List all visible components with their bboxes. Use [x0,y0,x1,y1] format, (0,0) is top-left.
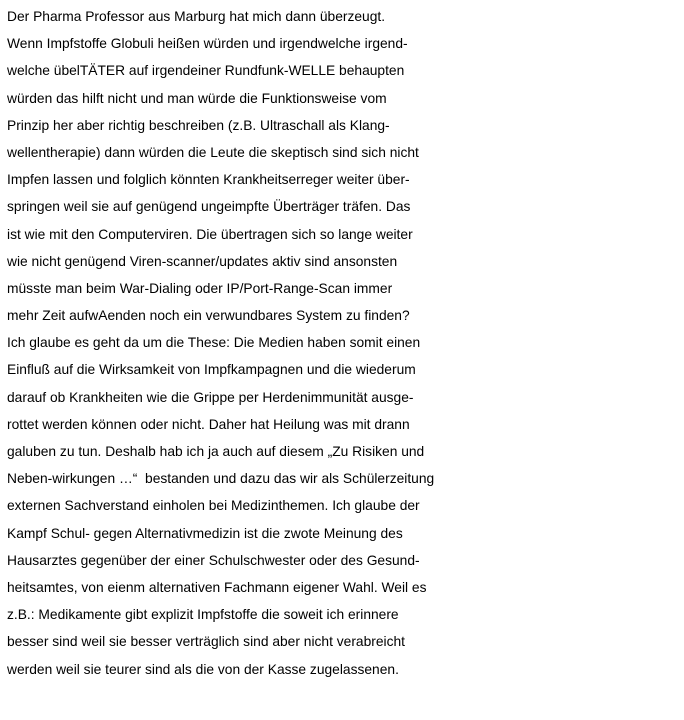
text-line-22: heitsamtes, von eienm alternativen Fachmann eigener Wahl. Weil es [7,579,427,595]
text-line-5: Prinzip her aber richtig beschreiben (z.B. Ultraschall als Klang- [7,117,390,133]
text-line-17: galuben zu tun. Deshalb hab ich ja auch auf diesem „Zu Risiken und [7,444,425,459]
text-line-11: müsste man beim War-Dialing oder IP/Port-Range-Scan immer [7,280,393,296]
text-line-10: wie nicht genügend Viren-scanner/updates aktiv sind ansonsten [7,253,398,269]
text-line-12: mehr Zeit aufwAenden noch ein verwundbares System zu finden? [7,308,410,324]
text-line-8: springen weil sie auf genügend ungeimpfte Überträger träfen. Das [7,199,411,215]
text-line-16: rottet werden können oder nicht. Daher hat Heilung was mit drann [7,416,410,432]
text-line-6: wellentherapie) dann würden die Leute die skeptisch sind sich nicht [7,144,419,160]
text-line-15: darauf ob Krankheiten wie die Grippe per Herdenimmunität ausge- [7,389,414,405]
text-line-2: Wenn Impfstoffe Globuli heißen würden und irgendwelche irgend- [7,36,408,52]
text-line-21: Hausarztes gegenüber der einer Schulschwester oder des Gesund- [7,552,420,568]
body-text [7,3,684,683]
text-line-4: würden das hilft nicht und man würde die Funktionsweise vom [7,90,387,106]
text-line-18: Neben-wirkungen …“ bestanden und dazu das wir als Schülerzeitung [7,471,435,487]
text-line-1: Der Pharma Professor aus Marburg hat mich dann überzeugt. [7,9,386,24]
text-line-13: Ich glaube es geht da um die These: Die Medien haben somit einen [7,335,421,351]
text-line-9: ist wie mit den Computerviren. Die übertragen sich so lange weiter [7,226,413,242]
text-line-25: werden weil sie teurer sind als die von der Kasse zugelassenen. [7,661,399,677]
text-line-3: welche übelTÄTER auf irgendeiner Rundfunk-WELLE behaupten [7,63,405,79]
text-line-19: externen Sachverstand einholen bei Medizinthemen. Ich glaube der [7,498,420,514]
text-line-7: Impfen lassen und folglich könnten Krankheitserreger weiter über- [7,172,410,188]
text-line-23: z.B.: Medikamente gibt explizit Impfstoffe die soweit ich erinnere [7,607,399,623]
text-line-14: Einfluß auf die Wirksamkeit von Impfkampagnen und die wiederum [7,362,416,378]
text-line-24: besser sind weil sie besser verträglich sind aber nicht verabreicht [7,634,405,650]
text-line-20: Kampf Schul- gegen Alternativmedizin ist die zwote Meinung des [7,525,403,541]
